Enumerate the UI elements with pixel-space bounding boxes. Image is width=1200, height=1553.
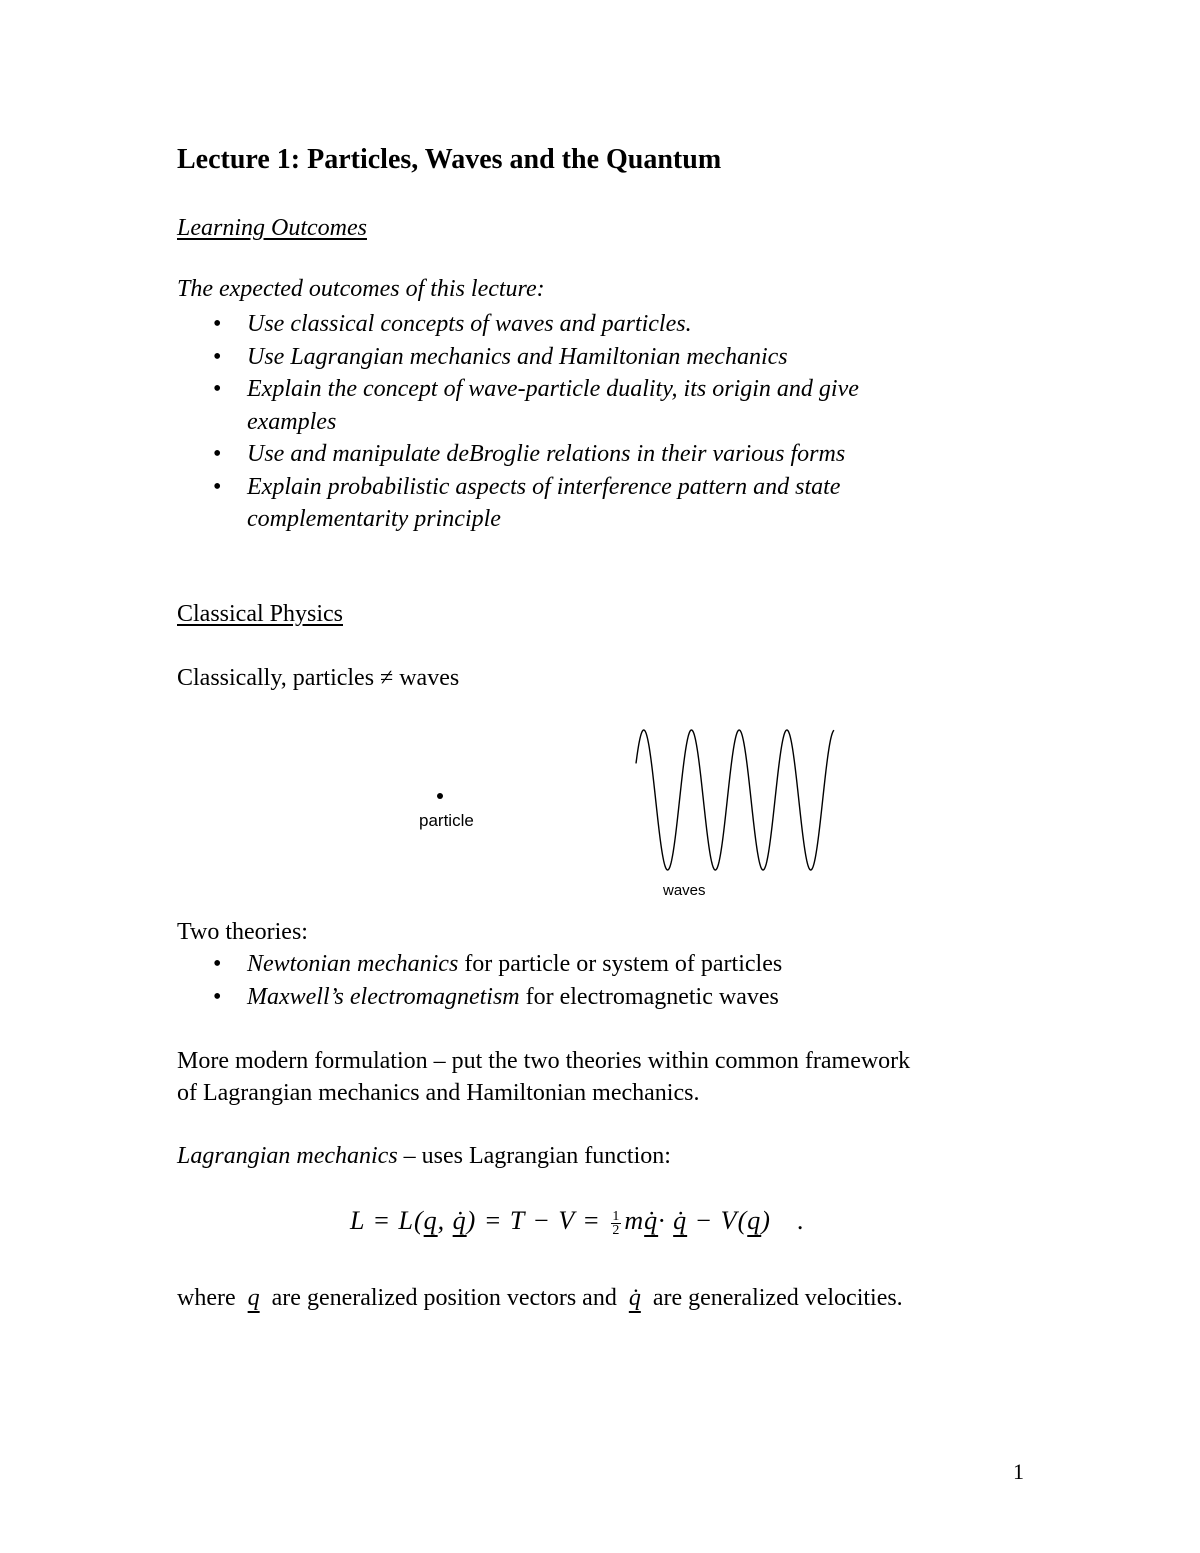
list-item: • Newtonian mechanics for particle or system of particles [177,948,782,981]
particle-dot [437,793,443,799]
one-half-fraction: $\frac{1}{2}$ [612,1208,621,1238]
lagrangian-intro: Lagrangian mechanics – uses Lagrangian function: [177,1143,671,1169]
list-item: • Use and manipulate deBroglie relations in their various forms [177,438,977,471]
list-item: • Use Lagrangian mechanics and Hamiltonian mechanics [177,341,977,374]
page-title: Lecture 1: Particles, Waves and the Quantum [177,144,722,175]
modern-line-1: More modern formulation – put the two theories within common framework [177,1048,911,1074]
list-item: • Maxwell’s electromagnetism for electromagnetic waves [177,981,782,1014]
bullet-icon: • [213,983,222,1010]
lagrangian-equation: L = L(q, q̇) = T − V = $\frac{1}{2}$ mq̇· q̇ − V(q) . [350,1206,805,1238]
learning-outcomes-list [177,308,977,536]
learning-outcomes-heading: Learning Outcomes [177,215,367,241]
bullet-icon: • [213,311,222,337]
theories-list [177,948,782,1013]
list-item: • Explain the concept of wave-particle duality, its origin and give examples [177,373,977,438]
bullet-icon: • [213,441,222,467]
page-number: 1 [1013,1459,1024,1484]
particle-label: particle [419,811,474,830]
list-item: • Use classical concepts of waves and particles. [177,308,977,341]
learning-outcomes-intro: The expected outcomes of this lecture: [177,276,545,302]
bullet-icon: • [213,473,222,500]
waves-label: waves [663,882,706,899]
bullet-icon: • [213,951,222,977]
classical-physics-heading: Classical Physics [177,601,343,627]
modern-line-2: of Lagrangian mechanics and Hamiltonian mechanics. [177,1080,700,1106]
bullet-icon: • [213,376,222,402]
list-item: • Explain probabilistic aspects of interference pattern and state complementarity principle [177,471,977,536]
bullet-icon: • [213,343,222,370]
two-theories-label: Two theories: [177,919,308,945]
where-line: where q are generalized position vectors and q̇ are generalized velocities. [177,1285,903,1311]
wave-curve [636,730,834,870]
classical-statement: Classically, particles ≠ waves [177,665,460,691]
